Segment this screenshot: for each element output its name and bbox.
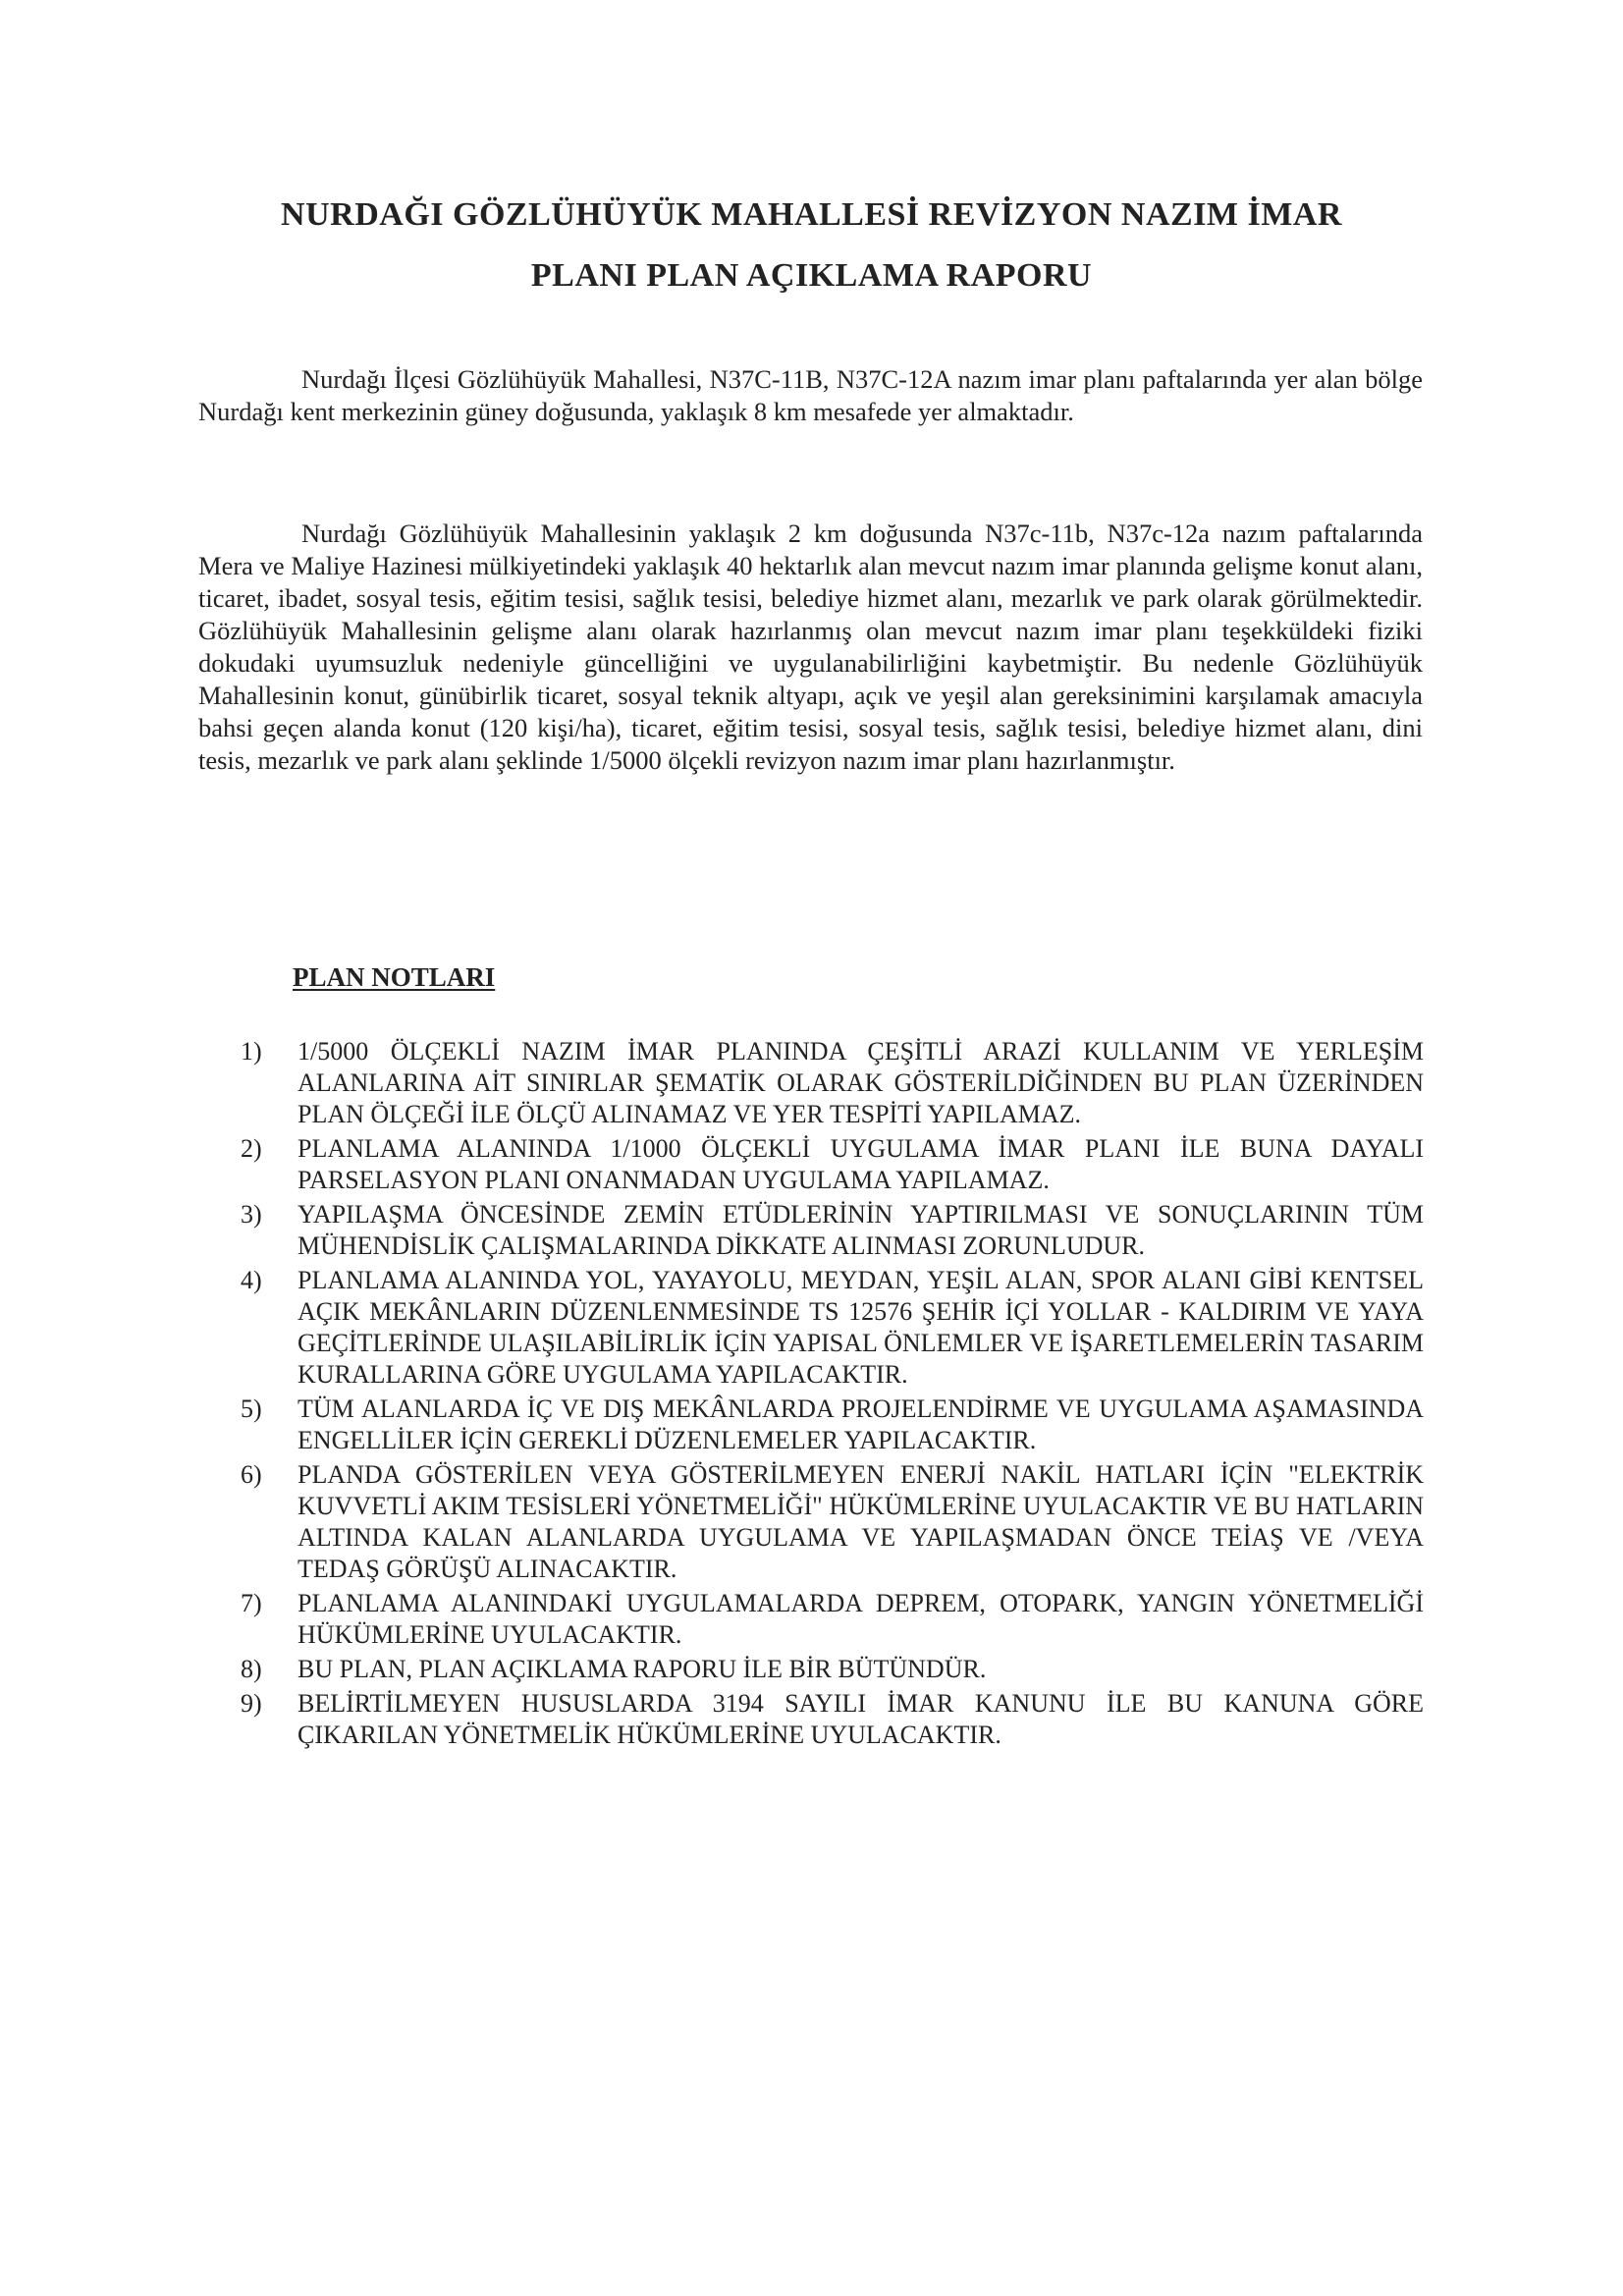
plan-note-number: 8) bbox=[241, 1655, 262, 1683]
plan-note bbox=[241, 1394, 1424, 1456]
document-title-line-2: PLANI PLAN AÇIKLAMA RAPORU bbox=[530, 257, 1093, 294]
plan-note-text: TÜM ALANLARDA İÇ VE DIŞ MEKÂNLARDA PROJELENDİRME VE UYGULAMA AŞAMASINDA ENGELLİLER İÇİN GEREKLİ DÜZENLEMELER YAPILACAKTIR. bbox=[298, 1394, 1424, 1454]
plan-note-text: 1/5000 ÖLÇEKLİ NAZIM İMAR PLANINDA ÇEŞİTLİ ARAZİ KULLANIM VE YERLEŞİM ALANLARINA AİT SINIRLAR ŞEMATİK OLARAK GÖSTERİLDİĞİNDEN BU PLAN ÜZERİNDEN PLAN ÖLÇEĞİ İLE ÖLÇÜ ALINAMAZ VE YER TESPİTİ YAPILAMAZ. bbox=[298, 1037, 1424, 1128]
plan-note-number: 1) bbox=[241, 1037, 262, 1066]
plan-note-text: YAPILAŞMA ÖNCESİNDE ZEMİN ETÜDLERİNİN YAPTIRILMASI VE SONUÇLARININ TÜM MÜHENDİSLİK ÇALIŞMALARINDA DİKKATE ALINMASI ZORUNLUDUR. bbox=[298, 1200, 1424, 1260]
plan-note-number: 7) bbox=[241, 1589, 262, 1617]
plan-note-text: PLANLAMA ALANINDA 1/1000 ÖLÇEKLİ UYGULAMA İMAR PLANI İLE BUNA DAYALI PARSELASYON PLANI ONANMADAN UYGULAMA YAPILAMAZ. bbox=[298, 1134, 1424, 1194]
plan-note bbox=[241, 1133, 1424, 1196]
plan-note bbox=[241, 1265, 1424, 1391]
plan-notes-heading: PLAN NOTLARI bbox=[293, 962, 496, 992]
plan-note-number: 5) bbox=[241, 1394, 262, 1423]
plan-note-number: 4) bbox=[241, 1266, 262, 1294]
intro-paragraph-purpose: Nurdağı Gözlühüyük Mahallesinin yaklaşık 2 km doğusunda N37c-11b, N37c-12a nazım paftalarında Mera ve Maliye Hazinesi mülkiyetindeki yaklaşık 40 hektarlık alan mevcut nazım imar planında gelişme konut alanı, ticaret, ibadet, sosyal tesis, eğitim tesisi, sağlık tesisi, belediye hizmet alanı, mezarlık ve park olarak görülmektedir. Gözlühüyük Mahallesinin gelişme alanı olarak hazırlanmış olan mevcut nazım imar planı teşekküldeki fiziki dokudaki uyumsuzluk nedeniyle güncelliğini ve uygulanabilirliğini kaybetmiştir. Bu nedenle Gözlühüyük Mahallesinin konut, günübirlik ticaret, sosyal teknik altyapı, açık ve yeşil alan gereksinimini karşılamak amacıyla bahsi geçen alanda konut (120 kişi/ha), ticaret, eğitim tesisi, sosyal tesis, sağlık tesisi, belediye hizmet alanı, dini tesis, mezarlık ve park alanı şeklinde 1/5000 ölçekli revizyon nazım imar planı hazırlanmıştır. bbox=[198, 519, 1423, 775]
plan-note bbox=[241, 1688, 1424, 1751]
plan-note-text: BU PLAN, PLAN AÇIKLAMA RAPORU İLE BİR BÜTÜNDÜR. bbox=[298, 1655, 987, 1683]
plan-note-text: PLANLAMA ALANINDAKİ UYGULAMALARDA DEPREM, OTOPARK, YANGIN YÖNETMELİĞİ HÜKÜMLERİNE UYULACAKTIR. bbox=[298, 1589, 1424, 1649]
plan-note-text: PLANDA GÖSTERİLEN VEYA GÖSTERİLMEYEN ENERJİ NAKİL HATLARI İÇİN "ELEKTRİK KUVVETLİ AKIM TESİSLERİ YÖNETMELİĞİ" HÜKÜMLERİNE UYULACAKTIR VE BU HATLARIN ALTINDA KALAN ALANLARDA UYGULAMA VE YAPILAŞMADAN ÖNCE TEİAŞ VE /VEYA TEDAŞ GÖRÜŞÜ ALINACAKTIR. bbox=[298, 1460, 1424, 1583]
plan-note-number: 3) bbox=[241, 1200, 262, 1229]
plan-note bbox=[241, 1036, 1424, 1130]
plan-note-text: BELİRTİLMEYEN HUSUSLARDA 3194 SAYILI İMAR KANUNU İLE BU KANUNA GÖRE ÇIKARILAN YÖNETMELİK HÜKÜMLERİNE UYULACAKTIR. bbox=[298, 1689, 1424, 1749]
plan-notes-list bbox=[241, 1036, 1424, 1754]
plan-note bbox=[241, 1588, 1424, 1651]
intro-paragraph-location: Nurdağı İlçesi Gözlühüyük Mahallesi, N37C-11B, N37C-12A nazım imar planı paftalarında yer alan bölge Nurdağı kent merkezinin güney doğusunda, yaklaşık 8 km mesafede yer almaktadır. bbox=[198, 364, 1423, 426]
plan-note-number: 6) bbox=[241, 1460, 262, 1489]
plan-note-number: 9) bbox=[241, 1689, 262, 1718]
plan-note bbox=[241, 1199, 1424, 1262]
document-title-line-1: NURDAĞI GÖZLÜHÜYÜK MAHALLESİ REVİZYON NAZIM İMAR bbox=[281, 196, 1342, 233]
plan-note-number: 2) bbox=[241, 1134, 262, 1163]
plan-note bbox=[241, 1654, 1424, 1685]
plan-note-text: PLANLAMA ALANINDA YOL, YAYAYOLU, MEYDAN, YEŞİL ALAN, SPOR ALANI GİBİ KENTSEL AÇIK MEKÂNLARIN DÜZENLENMESİNDE TS 12576 ŞEHİR İÇİ YOLLAR - KALDIRIM VE YAYA GEÇİTLERİNDE ULAŞILABİLİRLİK İÇİN YAPISAL ÖNLEMLER VE İŞARETLEMELERİN TASARIM KURALLARINA GÖRE UYGULAMA YAPILACAKTIR. bbox=[298, 1266, 1424, 1389]
plan-note bbox=[241, 1459, 1424, 1585]
